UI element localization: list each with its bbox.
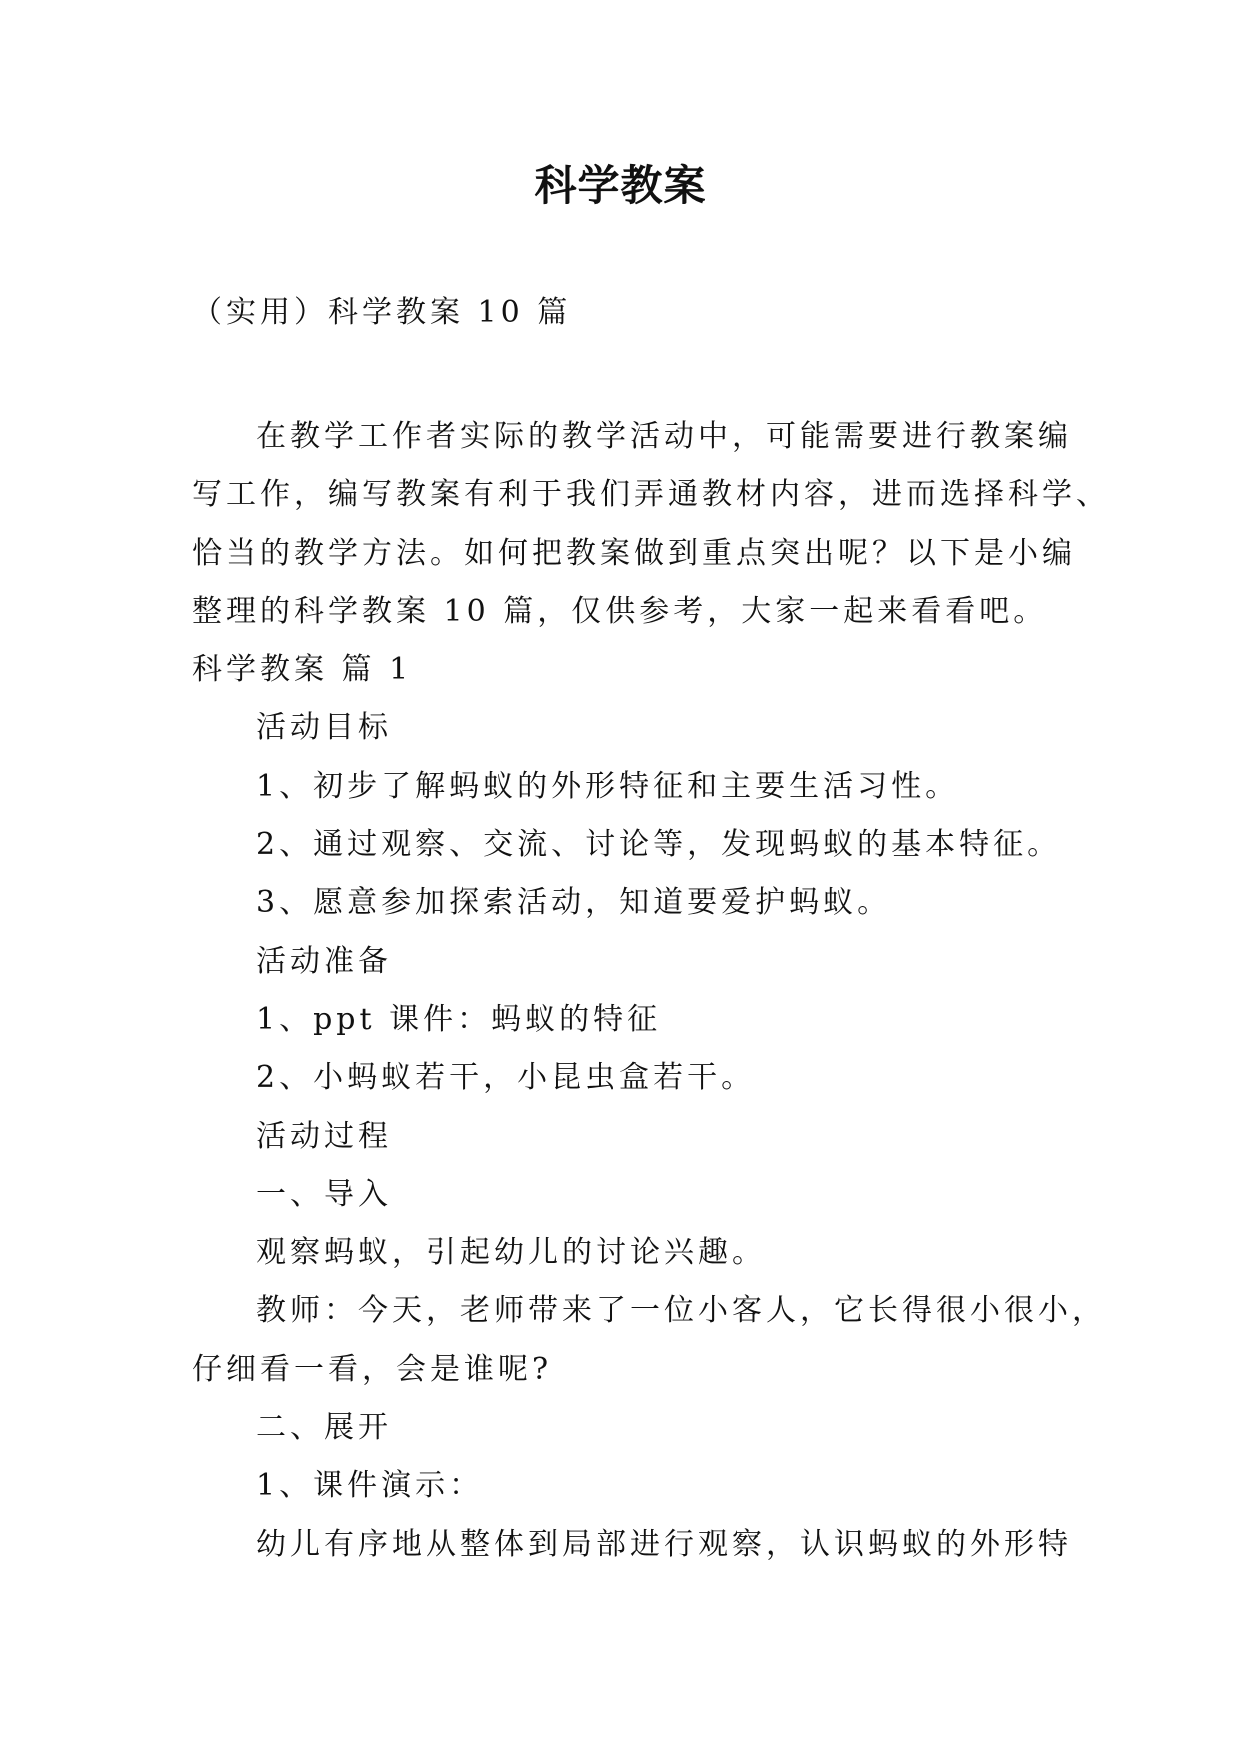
intro-line-1: 在教学工作者实际的教学活动中，可能需要进行教案编 xyxy=(256,419,1072,454)
intro-line-4: 整理的科学教案 10 篇，仅供参考，大家一起来看看吧。 xyxy=(192,593,1048,629)
goal-item-3: 3、愿意参加探索活动，知道要爱护蚂蚁。 xyxy=(256,885,892,921)
intro-line-2: 写工作，编写教案有利于我们弄通教材内容，进而选择科学、 xyxy=(192,477,1110,513)
prep-item-2: 2、小蚂蚁若干，小昆虫盒若干。 xyxy=(256,1060,756,1096)
intro-line-3: 恰当的教学方法。如何把教案做到重点突出呢？以下是小编 xyxy=(192,535,1076,571)
teacher-line-2: 仔细看一看，会是谁呢? xyxy=(192,1351,553,1387)
goal-item-1: 1、初步了解蚂蚁的外形特征和主要生活习性。 xyxy=(256,768,960,804)
heading-activity-prep: 活动准备 xyxy=(256,943,392,979)
step-heading-expand: 二、展开 xyxy=(256,1410,392,1446)
step-text-observe: 观察蚂蚁，引起幼儿的讨论兴趣。 xyxy=(256,1235,766,1271)
teacher-line-1: 教师：今天，老师带来了一位小客人，它长得很小很小， xyxy=(256,1293,1106,1329)
heading-activity-process: 活动过程 xyxy=(256,1118,392,1154)
heading-activity-goals: 活动目标 xyxy=(256,710,392,746)
prep-item-1: 1、ppt 课件：蚂蚁的特征 xyxy=(256,1001,662,1037)
document-subtitle: （实用）科学教案 10 篇 xyxy=(192,295,572,330)
document-body xyxy=(192,408,1110,1574)
step-heading-intro: 一、导入 xyxy=(256,1176,392,1212)
goal-item-2: 2、通过观察、交流、讨论等，发现蚂蚁的基本特征。 xyxy=(256,827,1062,863)
step-item-courseware: 1、课件演示： xyxy=(256,1468,484,1504)
section-heading: 科学教案 篇 1 xyxy=(192,652,413,688)
document-title: 科学教案 xyxy=(534,161,707,210)
step-text-observation: 幼儿有序地从整体到局部进行观察，认识蚂蚁的外形特 xyxy=(256,1526,1072,1562)
